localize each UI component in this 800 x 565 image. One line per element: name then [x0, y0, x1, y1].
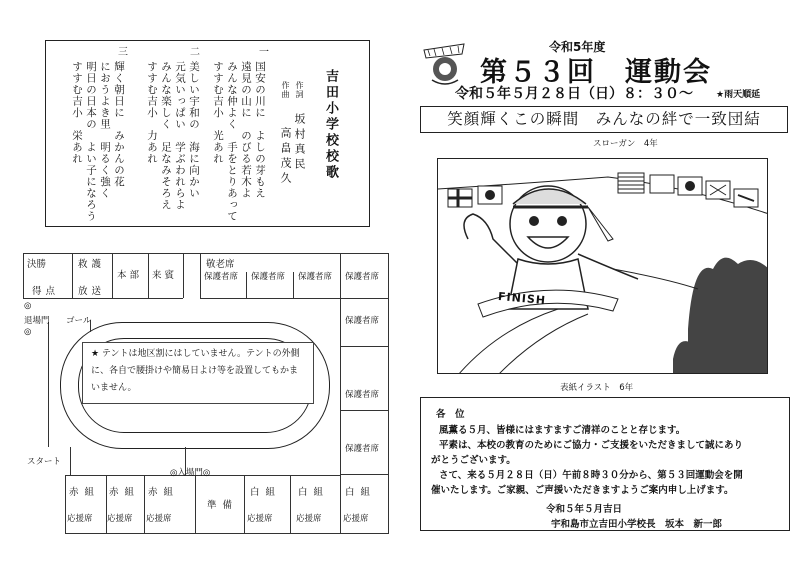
greeting-letter [420, 397, 790, 531]
goal-label: ゴール [66, 316, 92, 326]
score-tent: 得点 [32, 286, 60, 297]
greeting-signature: 宇和島市立吉田小学校長 坂本 新一郎 [551, 519, 723, 530]
verse-line: におうよき里 明るく強く [99, 61, 111, 199]
guardian-seats: 保護者席 [345, 390, 380, 400]
verse-line: 輝く朝日に みかんの花 [113, 61, 125, 188]
guest-tent: 来賓 [152, 270, 178, 281]
verse-number: 二 [190, 47, 200, 58]
elderly-seats: 敬老席 [206, 259, 235, 270]
greeting-line: 催いたします。ご家親、ご声援いただきますようご案内申し上げます。 [431, 485, 734, 496]
guardian-seats: 保護者席 [345, 272, 380, 282]
verse-number: 一 [259, 47, 269, 58]
song-title: 吉田小学校校歌 [323, 69, 338, 181]
greeting-date: 令和５年５月吉日 [546, 504, 623, 515]
guardian-seats: 保護者席 [251, 272, 286, 282]
greeting-line: 風薫る５月、皆様にはますますご清祥のことと存じます。 [439, 425, 686, 436]
illustration-credit: 表紙イラスト 6年 [560, 383, 634, 393]
greeting-line: さて、来る５月２８日（日）午前８時３０分から、第５３回運動会を開 [439, 470, 743, 481]
school-logo-icon [418, 36, 470, 88]
school-song-box [45, 40, 370, 227]
slogan-credit: スローガン 4年 [593, 139, 658, 149]
finish-banner-text: FINISH [497, 289, 547, 308]
greeting-line: がとうございます。 [431, 455, 516, 466]
verse-line: すすむ吉小 栄あれ [71, 61, 83, 165]
composer-role: 作曲 [281, 81, 290, 99]
first-aid-tent: 救護 [78, 259, 106, 270]
guardian-seats: 保護者席 [204, 272, 239, 282]
verse-line: すすむ吉小 光あれ [212, 61, 224, 165]
tent-note: ★ テントは地区割にはしていません。テントの外側に、各自で腰掛けや簡易日よけ等を設置してもかまいません。 [82, 342, 314, 404]
greeting-salutation: 各 位 [436, 409, 465, 420]
lyricist-name: 坂村真民 [293, 113, 306, 173]
preparation-tent: 準備 [207, 500, 239, 511]
broadcast-tent: 放送 [78, 286, 106, 297]
event-title: 第５３回 運動会 [480, 57, 712, 88]
guardian-seats: 保護者席 [298, 272, 333, 282]
white-team-tent: 白組 [345, 487, 377, 498]
red-team-tent: 赤組 [148, 487, 180, 498]
cheer-seat-label: 応援席 [343, 514, 369, 524]
composer-name: 高畠茂久 [279, 127, 292, 187]
guardian-seats: 保護者席 [345, 444, 380, 454]
finish-judge-tent: 決勝 [27, 259, 47, 270]
cheer-seat-label: 応援席 [67, 514, 93, 524]
fiscal-year: 令和5年度 [549, 40, 606, 54]
rain-postpone-note: ★雨天順延 [716, 90, 761, 100]
verse-number: 三 [118, 47, 128, 58]
greeting-line: 平素は、本校の教育のためにご協力・ご支援をいただきまして誠にあり [439, 440, 744, 451]
cover-illustration [437, 158, 768, 374]
event-datetime: 令和５年５月２８日（日）８：３０～ [455, 86, 693, 102]
verse-line: 美しい宇和の 海に向かい [188, 61, 200, 199]
white-team-tent: 白組 [250, 487, 282, 498]
headquarters-tent: 本部 [117, 270, 143, 281]
entrance-gate-label: ◎入場門◎ [170, 468, 211, 478]
slogan-box: 笑顔輝くこの瞬間 みんなの絆で一致団結 [420, 106, 788, 133]
verse-line: 明日の日本の よい子になろう [85, 61, 97, 222]
start-label: スタート [27, 457, 62, 467]
red-team-tent: 赤組 [109, 487, 141, 498]
lyricist-role: 作詞 [295, 81, 304, 99]
cheer-seat-label: 応援席 [107, 514, 133, 524]
white-team-tent: 白組 [298, 487, 330, 498]
cheer-seat-label: 応援席 [146, 514, 172, 524]
verse-line: みんな仲よく 手をとりあって [226, 61, 238, 222]
cheer-seat-label: 応援席 [247, 514, 273, 524]
verse-line: 遠見の山に のびる若木よ [240, 61, 252, 199]
verse-line: 元気いっぱい 学ぶわれらよ [174, 61, 186, 211]
guardian-seats: 保護者席 [345, 316, 380, 326]
verse-line: 国安の川に よしの芽もえ [254, 61, 266, 199]
runner-illustration [438, 159, 768, 374]
red-team-tent: 赤組 [69, 487, 101, 498]
exit-gate-label: 退場門 [24, 316, 50, 326]
cheer-seat-label: 応援席 [296, 514, 322, 524]
verse-line: すすむ吉小 力あれ [146, 61, 158, 165]
verse-line: みんな楽しく 足なみそろえ [160, 61, 172, 211]
